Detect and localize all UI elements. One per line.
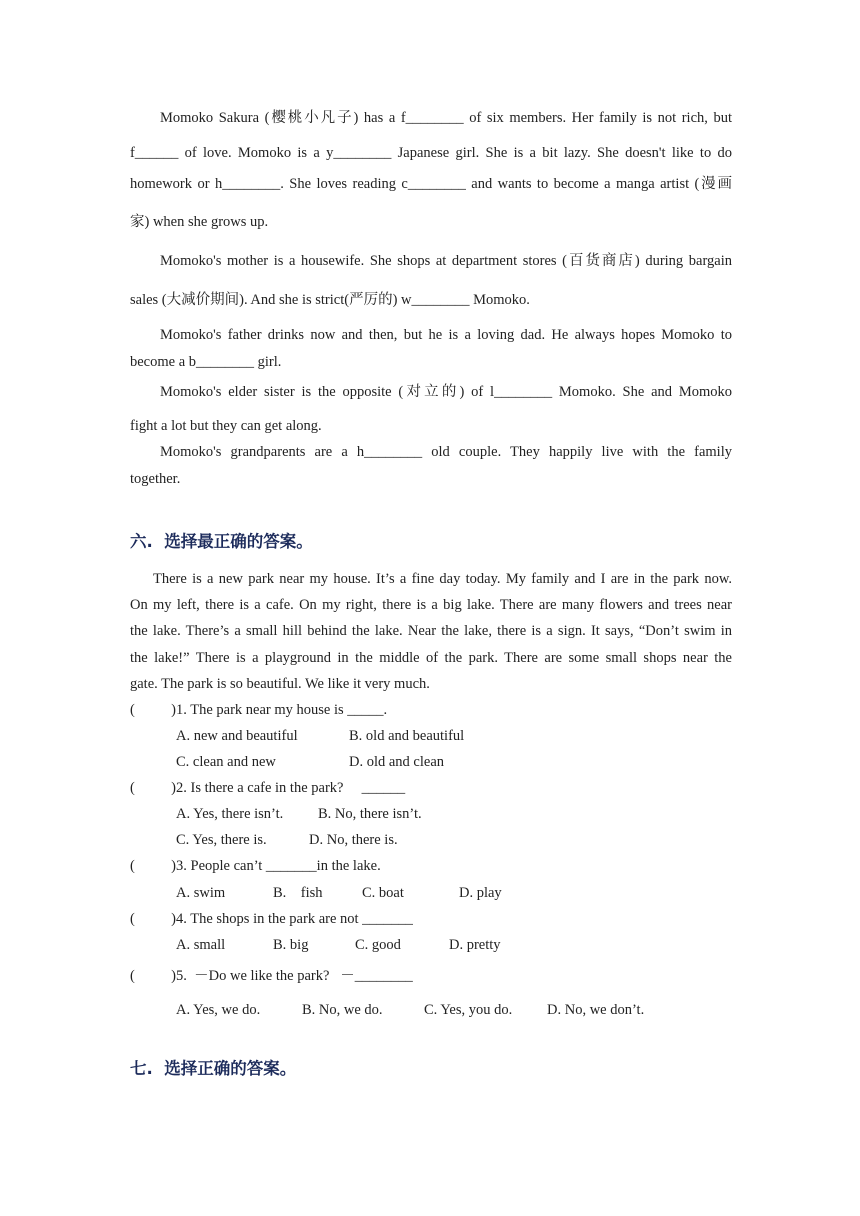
section6-heading: 六. 选择最正确的答案。 bbox=[130, 532, 313, 551]
passage1-p2-line1: Momoko's mother is a housewife. She shops at department stores (百货商店) during bargain bbox=[160, 253, 732, 269]
option-q5-d[interactable]: D. No, we don’t. bbox=[547, 1002, 645, 1018]
option-q5-b[interactable]: B. No, we do. bbox=[302, 1002, 383, 1018]
answer-blank-q5[interactable]: ( ) bbox=[130, 968, 176, 984]
option-q4-b[interactable]: B. big bbox=[273, 937, 309, 953]
passage1-p1-line4: 家) when she grows up. bbox=[130, 214, 269, 230]
option-q3-b[interactable]: B. fish bbox=[273, 885, 323, 901]
section6-passage-line5: gate. The park is so beautiful. We like it very much. bbox=[130, 676, 430, 692]
option-q2-c[interactable]: C. Yes, there is. bbox=[176, 832, 267, 848]
section6-passage-line2: On my left, there is a cafe. On my right, there is a big lake. There are many flowers and trees near bbox=[130, 597, 732, 613]
passage1-p5-line1: Momoko's grandparents are a h________ old couple. They happily live with the family bbox=[160, 444, 732, 460]
option-q5-a[interactable]: A. Yes, we do. bbox=[176, 1002, 261, 1018]
passage1-p4-line1: Momoko's elder sister is the opposite (对立的) of l________ Momoko. She and Momoko bbox=[160, 384, 732, 400]
answer-blank-q1[interactable]: ( ) bbox=[130, 702, 176, 718]
option-q1-c[interactable]: C. clean and new bbox=[176, 754, 276, 770]
option-q3-d[interactable]: D. play bbox=[459, 885, 502, 901]
option-q2-d[interactable]: D. No, there is. bbox=[309, 832, 398, 848]
question-stem-q2: 2. Is there a cafe in the park? ______ bbox=[176, 780, 406, 796]
option-q4-a[interactable]: A. small bbox=[176, 937, 226, 953]
passage1-p1-line1: Momoko Sakura (樱桃小凡子) has a f________ of six members. Her family is not rich, but bbox=[160, 110, 732, 126]
option-q1-b[interactable]: B. old and beautiful bbox=[349, 728, 465, 744]
passage1-p1-line3: homework or h________. She loves reading c________ and wants to become a manga artist (漫画 bbox=[130, 176, 732, 192]
answer-blank-q4[interactable]: ( ) bbox=[130, 911, 176, 927]
passage1-p3-line1: Momoko's father drinks now and then, but he is a loving dad. He always hopes Momoko to bbox=[160, 327, 732, 343]
option-q3-c[interactable]: C. boat bbox=[362, 885, 404, 901]
section6-passage-line3: the lake. There’s a small hill behind the lake. Near the lake, there is a sign. It says, “Don’t swim in bbox=[130, 623, 732, 639]
passage1-p1-line2: f______ of love. Momoko is a y________ Japanese girl. She is a bit lazy. She doesn't like to do bbox=[130, 145, 732, 161]
option-q4-d[interactable]: D. pretty bbox=[449, 937, 501, 953]
passage1-p4-line2: fight a lot but they can get along. bbox=[130, 418, 322, 434]
passage1-p3-line2: become a b________ girl. bbox=[130, 354, 282, 370]
question-stem-q3: 3. People can’t _______in the lake. bbox=[176, 858, 381, 874]
section7-heading: 七. 选择正确的答案。 bbox=[130, 1059, 297, 1078]
question-stem-q4: 4. The shops in the park are not _______ bbox=[176, 911, 413, 927]
option-q5-c[interactable]: C. Yes, you do. bbox=[424, 1002, 513, 1018]
option-q4-c[interactable]: C. good bbox=[355, 937, 401, 953]
answer-blank-q3[interactable]: ( ) bbox=[130, 858, 176, 874]
passage1-p2-line2: sales (大减价期间). And she is strict(严厉的) w________ Momoko. bbox=[130, 292, 530, 308]
question-stem-q1: 1. The park near my house is _____. bbox=[176, 702, 388, 718]
option-q3-a[interactable]: A. swim bbox=[176, 885, 226, 901]
question-stem-q5: 5. －Do we like the park? －________ bbox=[176, 968, 413, 984]
option-q1-d[interactable]: D. old and clean bbox=[349, 754, 445, 770]
answer-blank-q2[interactable]: ( ) bbox=[130, 780, 176, 796]
option-q2-b[interactable]: B. No, there isn’t. bbox=[318, 806, 422, 822]
passage1-p5-line2: together. bbox=[130, 471, 181, 487]
option-q1-a[interactable]: A. new and beautiful bbox=[176, 728, 298, 744]
option-q2-a[interactable]: A. Yes, there isn’t. bbox=[176, 806, 284, 822]
section6-passage-line1: There is a new park near my house. It’s a fine day today. My family and I are in the park now. bbox=[153, 571, 732, 587]
section6-passage-line4: the lake!” There is a playground in the middle of the park. There are some small shops near the bbox=[130, 650, 732, 666]
